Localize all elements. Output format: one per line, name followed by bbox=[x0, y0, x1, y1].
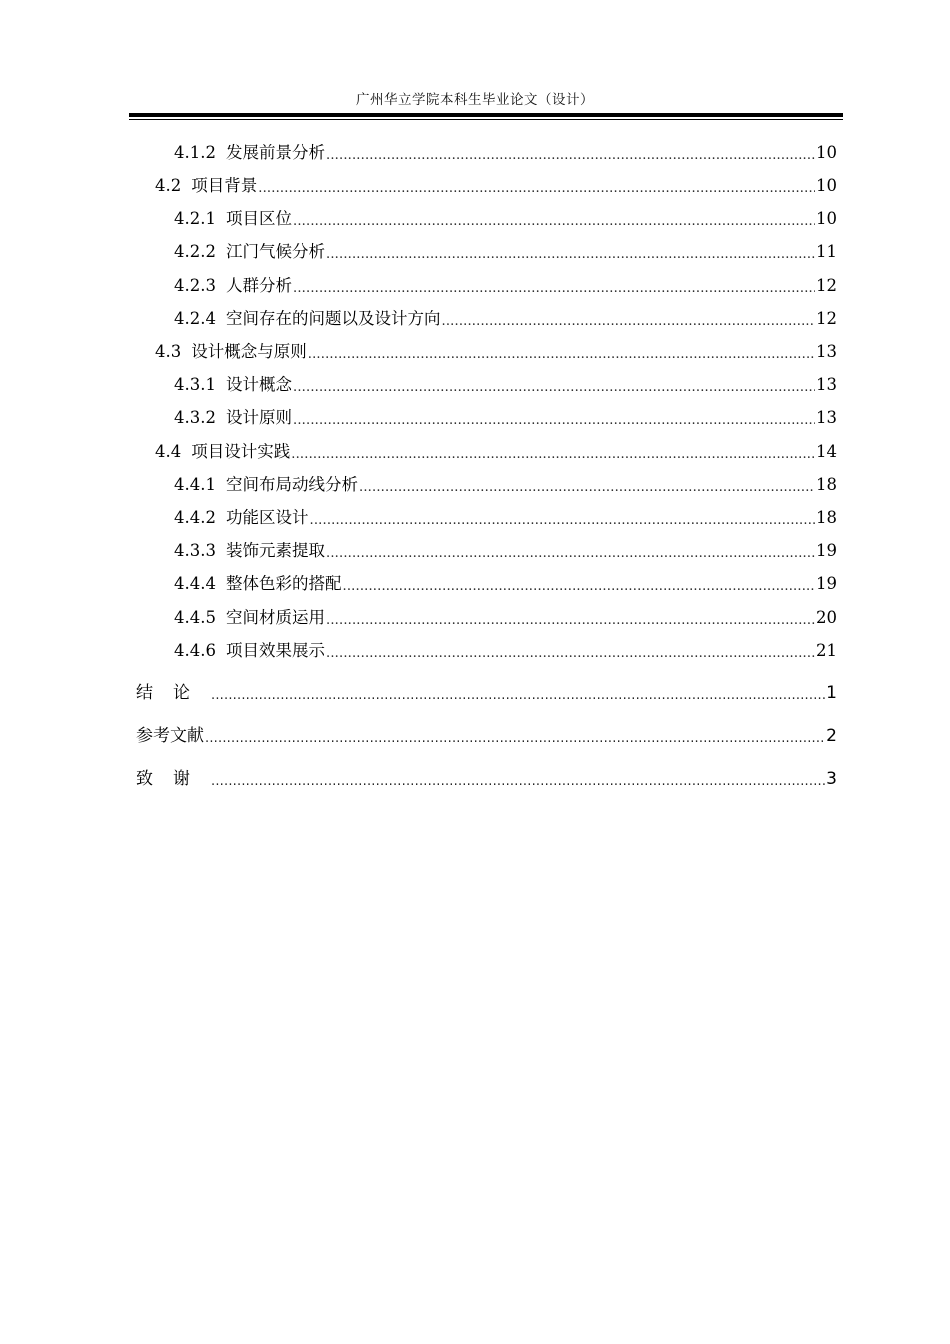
dot-leader bbox=[326, 141, 815, 165]
toc-chapter-page: 3 bbox=[826, 769, 837, 789]
toc-entry-number: 4.2.4 bbox=[174, 309, 216, 328]
toc-entry-number: 4.2.2 bbox=[174, 242, 216, 261]
toc-entry[interactable] bbox=[174, 506, 837, 530]
running-header-title: 广州华立学院本科生毕业论文（设计） bbox=[356, 92, 594, 108]
dot-leader bbox=[326, 639, 815, 663]
dot-leader bbox=[211, 767, 825, 791]
toc-chapter-title: 结论 bbox=[136, 683, 210, 703]
toc-entry-title: 装饰元素提取 bbox=[225, 541, 325, 560]
toc-entry[interactable] bbox=[174, 274, 837, 298]
toc-entry-page: 18 bbox=[816, 475, 837, 494]
toc-entry-page: 19 bbox=[816, 574, 837, 593]
toc-entry[interactable] bbox=[155, 174, 837, 198]
dot-leader bbox=[326, 539, 815, 563]
toc-entry-number: 4.3.1 bbox=[174, 375, 216, 394]
toc-entry-page: 20 bbox=[816, 608, 837, 627]
dot-leader bbox=[309, 506, 815, 530]
toc-entry-title: 设计概念与原则 bbox=[191, 342, 307, 361]
toc-entry-page: 10 bbox=[816, 209, 837, 228]
dot-leader bbox=[359, 473, 815, 497]
toc-entry-title: 功能区设计 bbox=[225, 508, 309, 527]
toc-entry-number: 4.2 bbox=[155, 176, 182, 195]
dot-leader bbox=[342, 572, 815, 596]
dot-leader bbox=[326, 606, 815, 630]
dot-leader bbox=[293, 274, 815, 298]
toc-entry-title: 空间布局动线分析 bbox=[225, 475, 358, 494]
toc-entry[interactable] bbox=[174, 240, 837, 264]
toc-entry-number: 4.2.3 bbox=[174, 276, 216, 295]
toc-entry-number: 4.2.1 bbox=[174, 209, 216, 228]
toc-entry-title: 设计概念 bbox=[225, 375, 292, 394]
toc-entry-number: 4.4.4 bbox=[174, 574, 216, 593]
dot-leader bbox=[291, 440, 815, 464]
toc-entry-page: 13 bbox=[816, 408, 837, 427]
toc-chapter-title: 致谢 bbox=[136, 769, 210, 789]
toc-entry[interactable] bbox=[174, 406, 837, 430]
toc-entry-number: 4.4.6 bbox=[174, 641, 216, 660]
toc-entry[interactable] bbox=[174, 606, 837, 630]
toc-entry-number: 4.4.1 bbox=[174, 475, 216, 494]
toc-chapter-title: 参考文献 bbox=[136, 726, 204, 746]
dot-leader bbox=[258, 174, 815, 198]
toc-entry[interactable] bbox=[174, 572, 837, 596]
dot-leader bbox=[441, 307, 815, 331]
toc-entry[interactable] bbox=[155, 340, 837, 364]
toc-entry-title: 整体色彩的搭配 bbox=[225, 574, 342, 593]
toc-entry[interactable] bbox=[174, 639, 837, 663]
toc-chapter[interactable] bbox=[136, 681, 837, 705]
toc-entry-number: 4.4 bbox=[155, 442, 182, 461]
dot-leader bbox=[293, 406, 815, 430]
toc-entry-page: 21 bbox=[816, 641, 837, 660]
dot-leader bbox=[308, 340, 815, 364]
dot-leader bbox=[293, 207, 815, 231]
toc-entry-page: 18 bbox=[816, 508, 837, 527]
toc-entry-page: 19 bbox=[816, 541, 837, 560]
toc-entry-title: 设计原则 bbox=[225, 408, 292, 427]
toc-entry-page: 13 bbox=[816, 342, 837, 361]
dot-leader bbox=[205, 724, 825, 748]
toc-entry-number: 4.1.2 bbox=[174, 143, 216, 162]
toc-entry[interactable] bbox=[174, 473, 837, 497]
header-rule-thin bbox=[129, 119, 843, 120]
toc-entry-page: 11 bbox=[816, 242, 837, 261]
toc-entry-page: 12 bbox=[816, 276, 837, 295]
toc-entry[interactable] bbox=[174, 141, 837, 165]
toc-chapter[interactable] bbox=[136, 724, 837, 748]
toc-chapter-page: 1 bbox=[826, 683, 837, 703]
toc-entry-title: 江门气候分析 bbox=[225, 242, 325, 261]
toc-chapter-page: 2 bbox=[826, 726, 837, 746]
dot-leader bbox=[211, 681, 825, 705]
toc-entry-page: 12 bbox=[816, 309, 837, 328]
toc-entry[interactable] bbox=[174, 307, 837, 331]
dot-leader bbox=[326, 240, 815, 264]
header-rule-thick bbox=[129, 113, 843, 117]
toc-chapter[interactable] bbox=[136, 767, 837, 791]
toc-entry-page: 10 bbox=[816, 143, 837, 162]
toc-entry-title: 发展前景分析 bbox=[225, 143, 325, 162]
toc-entry-number: 4.3.2 bbox=[174, 408, 216, 427]
toc-entry-title: 项目效果展示 bbox=[225, 641, 325, 660]
toc-entry-page: 13 bbox=[816, 375, 837, 394]
toc-entry-title: 项目背景 bbox=[191, 176, 258, 195]
toc-entry[interactable] bbox=[155, 440, 837, 464]
toc-entry-title: 空间存在的问题以及设计方向 bbox=[225, 309, 441, 328]
toc-entry-number: 4.3 bbox=[155, 342, 182, 361]
toc-entry-title: 空间材质运用 bbox=[225, 608, 325, 627]
toc-entry[interactable] bbox=[174, 373, 837, 397]
toc-entry-number: 4.4.5 bbox=[174, 608, 216, 627]
toc-entry-page: 14 bbox=[816, 442, 837, 461]
toc-entry-title: 人群分析 bbox=[225, 276, 292, 295]
toc-entry-number: 4.3.3 bbox=[174, 541, 216, 560]
toc-entry[interactable] bbox=[174, 539, 837, 563]
toc-entry-number: 4.4.2 bbox=[174, 508, 216, 527]
toc-entry-page: 10 bbox=[816, 176, 837, 195]
toc-entry-title: 项目设计实践 bbox=[191, 442, 291, 461]
dot-leader bbox=[293, 373, 815, 397]
toc-entry-title: 项目区位 bbox=[225, 209, 292, 228]
toc-entry[interactable] bbox=[174, 207, 837, 231]
